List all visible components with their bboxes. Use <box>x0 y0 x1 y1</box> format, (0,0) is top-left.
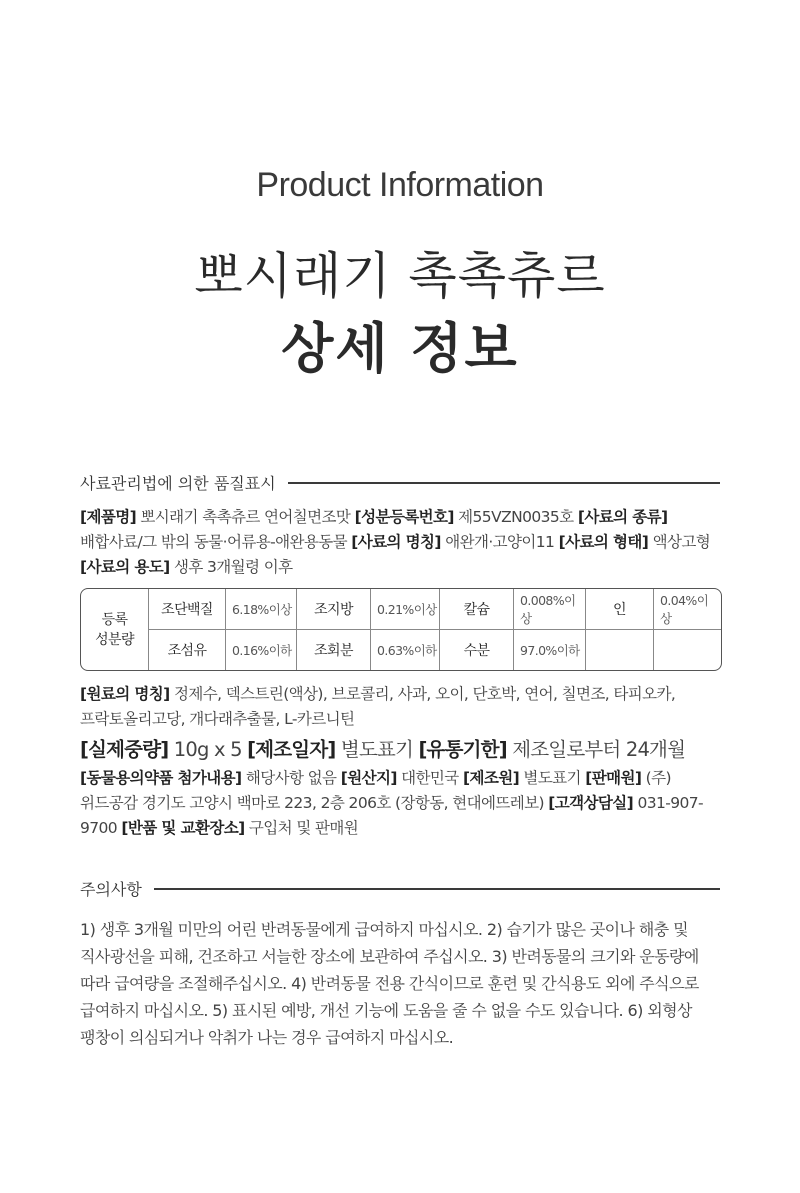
empty-cell <box>654 630 721 670</box>
registered-ingredients-label: 등록 성분량 <box>81 589 149 670</box>
field-value: 액상고형 <box>648 533 711 551</box>
product-name-title: 뽀시래기 촉촉츄르 <box>194 247 606 305</box>
field-value: 별도표기 <box>335 738 419 761</box>
field-value: 031-907-9700 <box>80 794 704 837</box>
field-label: [유통기한] <box>418 738 507 761</box>
field-label: [사료의 종류] <box>577 508 668 526</box>
nutrient-value: 97.0%이하 <box>514 630 586 670</box>
field-value: 애완개·고양이11 <box>440 533 559 551</box>
field-label: [사료의 형태] <box>558 533 649 551</box>
field-value: 뽀시래기 촉촉츄르 연어칠면조맛 <box>136 508 355 526</box>
field-value: 생후 3개월령 이후 <box>169 558 293 576</box>
field-label: [성분등록번호] <box>354 508 454 526</box>
field-label: [동물용의약품 첨가내용] <box>80 769 242 787</box>
field-label: [실제중량] <box>80 738 169 761</box>
weight-date-text <box>80 735 722 765</box>
nutrient-name: 조단백질 <box>149 589 226 630</box>
quality-section-header <box>80 471 720 494</box>
quality-section-title: 사료관리법에 의한 품질표시 <box>80 474 276 493</box>
field-label: [사료의 명칭] <box>351 533 441 551</box>
table-row <box>81 630 721 670</box>
nutrient-name: 인 <box>586 589 654 630</box>
section-divider <box>288 482 720 484</box>
caution-text: 1) 생후 3개월 미만의 어린 반려동물에게 급여하지 마십시오. 2) 습기가 많은 곳이나 해충 및 직사광선을 피해, 건조하고 서늘한 장소에 보관하여 주십시오. 3) 반려동물의 크기와 운동량에 따라 급여량을 조절해주십시오. 4) 반려동물 전용 간식이므로 훈련 및 간식용도 외에 주식으로 급여하지 마십시오. 5) 표시된 예방, 개선 기능에 도움을 줄 수 없을 수도 있습니다. 6) 외형상 팽창이 의심되거나 악취가 나는 경우 급여하지 마십시오. <box>80 920 699 1047</box>
field-value: 배합사료/그 밖의 동물·어류용-애완용동물 <box>80 533 352 551</box>
detail-info-title: 상세 정보 <box>281 317 519 380</box>
table-row <box>81 589 721 630</box>
field-label: [제품명] <box>80 508 137 526</box>
field-label: [판매원] <box>585 769 642 787</box>
caution-section-header <box>80 877 720 900</box>
field-value: 대한민국 <box>396 769 463 787</box>
empty-cell <box>586 630 654 670</box>
nutrient-value: 6.18%이상 <box>226 589 297 630</box>
nutrient-name: 칼슘 <box>440 589 514 630</box>
field-label: [원료의 명칭] <box>80 685 170 703</box>
field-value: 구입처 및 판매원 <box>244 819 359 837</box>
nutrient-name: 조회분 <box>297 630 371 670</box>
field-label: [원산지] <box>340 769 397 787</box>
field-value: 정제수, 덱스트린(액상), 브로콜리, 사과, 오이, 단호박, 연어, 칠면조, 타피오카, 프락토올리고당, 개다래추출물, L-카르니틴 <box>80 685 676 728</box>
nutrient-value: 0.63%이하 <box>371 630 440 670</box>
field-value: 제조일로부터 24개월 <box>506 738 686 761</box>
field-label: [제조일자] <box>247 738 336 761</box>
field-value: (주)위드공감 경기도 고양시 백마로 223, 2층 206호 (장항동, 현대에뜨레보) <box>80 769 671 812</box>
field-label: [제조원] <box>462 769 520 787</box>
section-divider <box>154 888 720 890</box>
field-value: 별도표기 <box>519 769 586 787</box>
nutrient-name: 조섬유 <box>149 630 226 670</box>
ingredients-text <box>80 682 722 732</box>
field-value: 해당사항 없음 <box>241 769 341 787</box>
nutrient-name: 수분 <box>440 630 514 670</box>
caution-section-title: 주의사항 <box>80 880 142 899</box>
field-value: 제55VZN0035호 <box>453 508 578 526</box>
nutrient-name: 조지방 <box>297 589 371 630</box>
nutrient-value: 0.21%이상 <box>371 589 440 630</box>
field-value: 10g x 5 <box>168 738 248 761</box>
product-intro-text <box>80 505 722 580</box>
field-label: [고객상담실] <box>548 794 634 812</box>
nutrient-table <box>80 588 722 671</box>
seller-details-text <box>80 766 722 841</box>
nutrient-value: 0.008%이상 <box>514 589 586 630</box>
section-eyebrow: Product Information <box>256 166 544 204</box>
field-label: [반품 및 교환장소] <box>121 819 245 837</box>
nutrient-value: 0.16%이하 <box>226 630 297 670</box>
nutrient-value: 0.04%이상 <box>654 589 721 630</box>
field-label: [사료의 용도] <box>80 558 170 576</box>
